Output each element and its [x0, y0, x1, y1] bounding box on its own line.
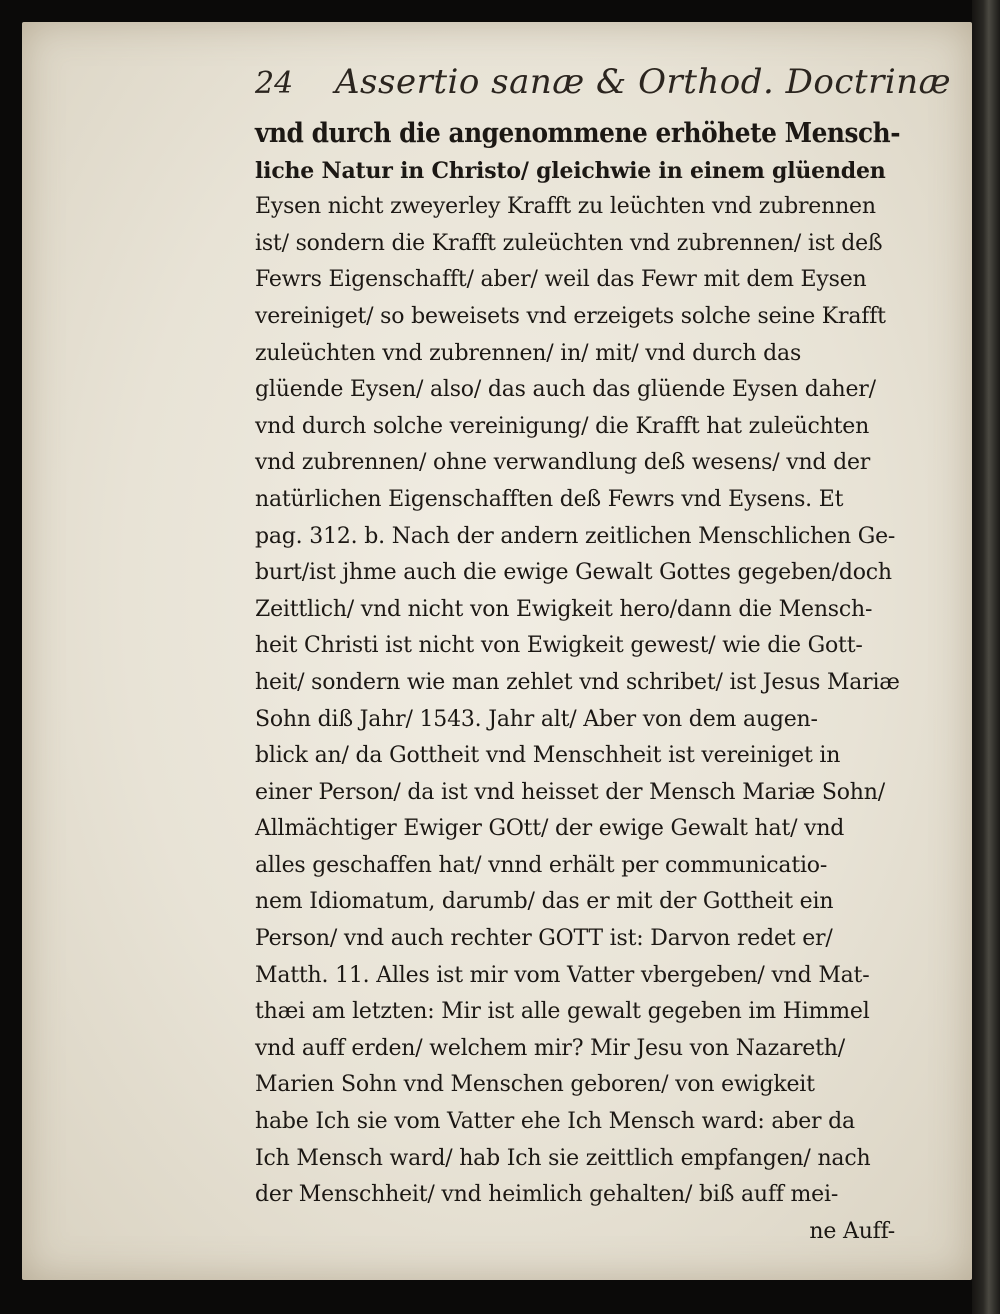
page-number: 24 [255, 66, 294, 101]
text-line: natürlichen Eigenschafften deß Fewrs vnd Eysens. Et [255, 486, 844, 512]
text-line: vnd zubrennen/ ohne verwandlung deß wesens/ vnd der [255, 450, 871, 476]
text-line: Marien Sohn vnd Menschen geboren/ von ewigkeit [255, 1072, 815, 1098]
page-header [255, 60, 952, 116]
text-line: vereiniget/ so beweisets vnd erzeigets solche seine Krafft [255, 303, 886, 329]
adjacent-page-edge [972, 0, 1000, 1314]
text-line: Ich Mensch ward/ hab Ich sie zeittlich empfangen/ nach [255, 1145, 871, 1171]
text-line: Sohn diß Jahr/ 1543. Jahr alt/ Aber von dem augen- [255, 706, 818, 732]
text-line: thæi am letzten: Mir ist alle gewalt gegeben im Himmel [255, 999, 870, 1025]
text-line: vnd durch die angenommene erhöhete Mensch- [255, 118, 901, 149]
text-line: Fewrs Eigenschafft/ aber/ weil das Fewr mit dem Eysen [255, 267, 867, 293]
running-title: Assertio sanæ & Orthod. Doctrinæ [335, 62, 952, 102]
text-line: glüende Eysen/ also/ das auch das glüende Eysen daher/ [255, 377, 876, 403]
text-line: burt/ist jhme auch die ewige Gewalt Gottes gegeben/doch [255, 560, 892, 586]
text-line: pag. 312. b. Nach der andern zeitlichen Menschlichen Ge- [255, 523, 896, 549]
text-line: Person/ vnd auch rechter GOTT ist: Darvon redet er/ [255, 926, 833, 952]
text-line: nem Idiomatum, darumb/ das er mit der Gottheit ein [255, 889, 834, 915]
page-text-block [255, 60, 952, 1250]
text-line: vnd durch solche vereinigung/ die Krafft hat zuleüchten [255, 413, 870, 439]
text-line: Matth. 11. Alles ist mir vom Vatter vbergeben/ vnd Mat- [255, 962, 870, 988]
text-line: liche Natur in Christo/ gleichwie in einem glüenden [255, 157, 886, 184]
text-line: einer Person/ da ist vnd heisset der Mensch Mariæ Sohn/ [255, 779, 885, 805]
text-line: Allmächtiger Ewiger GOtt/ der ewige Gewalt hat/ vnd [255, 816, 845, 842]
text-line: ist/ sondern die Krafft zuleüchten vnd zubrennen/ ist deß [255, 230, 883, 256]
text-line: vnd auff erden/ welchem mir? Mir Jesu von Nazareth/ [255, 1035, 845, 1061]
text-line: Zeittlich/ vnd nicht von Ewigkeit hero/dann die Mensch- [255, 596, 873, 622]
text-line: heit Christi ist nicht von Ewigkeit gewest/ wie die Gott- [255, 633, 863, 659]
text-line: Eysen nicht zweyerley Krafft zu leüchten vnd zubrennen [255, 194, 876, 220]
text-line: der Menschheit/ vnd heimlich gehalten/ biß auff mei- [255, 1182, 839, 1208]
text-line: zuleüchten vnd zubrennen/ in/ mit/ vnd durch das [255, 340, 802, 366]
text-line: heit/ sondern wie man zehlet vnd schribet/ ist Jesus Mariæ [255, 669, 900, 695]
text-line: alles geschaffen hat/ vnnd erhält per communicatio- [255, 852, 828, 878]
text-line: habe Ich sie vom Vatter ehe Ich Mensch ward: aber da [255, 1109, 855, 1135]
text-line: blick an/ da Gottheit vnd Menschheit ist vereiniget in [255, 743, 841, 769]
catchword: ne Auff- [809, 1218, 895, 1244]
